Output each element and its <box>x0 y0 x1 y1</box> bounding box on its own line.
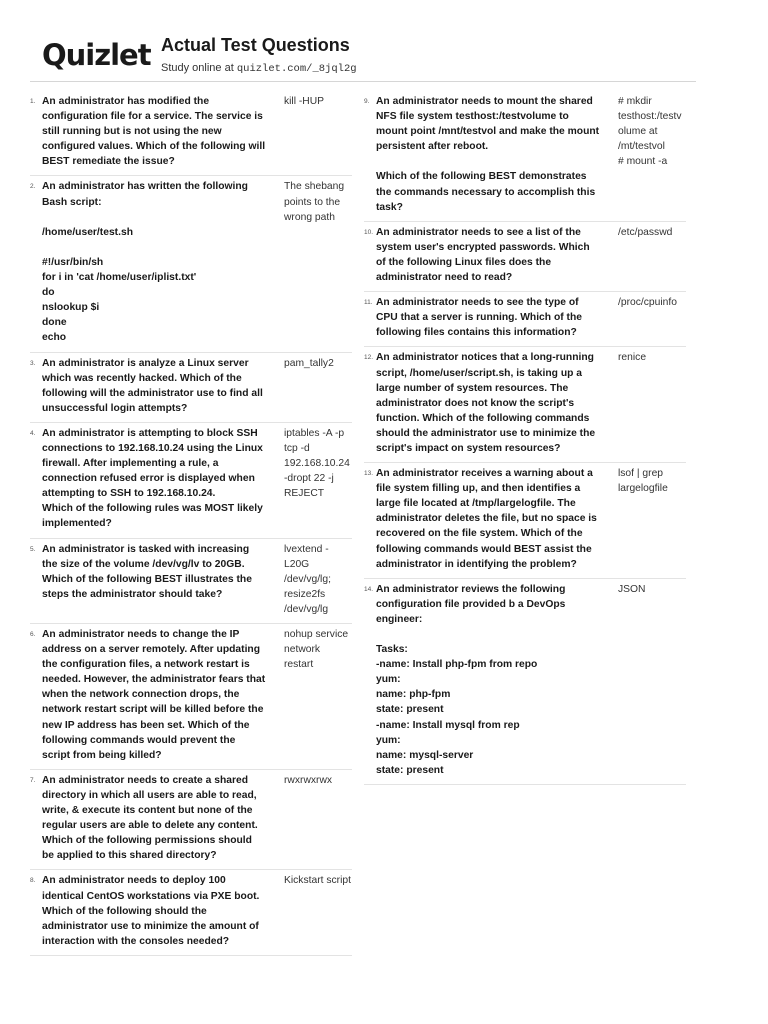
card-definition: iptables -A -p tcp -d 192.168.10.24 -dropt 22 -j REJECT <box>284 427 353 500</box>
card-term: An administrator needs to see the type of CPU that a server is running. Which of the following files contains this information? <box>376 297 585 339</box>
flashcard-row <box>30 91 352 176</box>
flashcard-row <box>30 353 352 423</box>
card-number: 8. <box>30 877 36 885</box>
header-divider <box>30 81 696 82</box>
card-definition: lsof | grep largelogfile <box>618 468 668 495</box>
quizlet-logo: Quizlet <box>42 38 151 72</box>
card-column-left <box>30 91 352 956</box>
card-term: An administrator needs to see a list of the system user's encrypted passwords. Which of the following Linux files does the administrator need to read? <box>376 226 593 284</box>
card-definition: rwxrwxrwx <box>284 774 333 786</box>
card-term: An administrator needs to deploy 100 identical CentOS workstations via PXE boot. Which of the following should the administrator use to minimize the amount of interaction with the consoles needed? <box>42 875 263 947</box>
card-number: 6. <box>30 631 36 638</box>
flashcard-row <box>364 91 686 222</box>
card-term: An administrator needs to change the IP address on a server remotely. After updating the configuration files, a network restart is needed. However, the administrator fears that when the network connection drops, the network restart script will be killed before the new IP address has been set. Which of the following commands would prevent the script from being killed? <box>42 629 269 761</box>
flashcard-row <box>364 222 686 292</box>
flashcard-row <box>30 176 352 352</box>
card-term: An administrator has modified the configuration file for a service. The service is still running but is not using the new configured values. Which of the following will BEST remediate the issue? <box>42 96 268 168</box>
card-number: 2. <box>30 183 36 191</box>
card-number: 14. <box>364 585 374 593</box>
flashcard-row <box>364 347 686 463</box>
card-term: An administrator is tasked with increasing the size of the volume /dev/vg/lv to 20GB. Which of the following BEST illustrates the steps the administrator should take? <box>42 543 255 600</box>
card-definition: Kickstart script <box>284 875 351 887</box>
card-number: 13. <box>364 470 374 478</box>
card-definition: renice <box>618 352 647 364</box>
card-number: 1. <box>30 98 36 105</box>
card-term: An administrator notices that a long-running script, /home/user/script.sh, is taking up a large number of system resources. The administrator does not know the script's function. Which of the following commands should the administrator use to minimize the script's impact on system resources? <box>376 352 598 454</box>
card-definition: # mkdir testhost:/testvolume at /mt/testvol # mount -a <box>618 96 682 168</box>
card-definition: lvextend -L20G /dev/vg/lg; resize2fs /dev/vg/lg <box>284 543 334 615</box>
card-number: 11. <box>364 299 373 307</box>
card-column-right <box>364 91 686 785</box>
card-number: 12. <box>364 354 374 362</box>
card-term: An administrator receives a warning about a file system filling up, and then identifies a large file located at /tmp/largelogfile. The administrator deletes the file, but no space is recovered on the file system. Which of the following commands would BEST assist the administrator in identifying the problem? <box>376 468 600 570</box>
flashcard-row <box>30 423 352 539</box>
card-number: 3. <box>30 359 36 367</box>
card-number: 4. <box>30 429 36 437</box>
card-term: An administrator has written the following Bash script: /home/user/test.sh #!/usr/bin/sh for i in 'cat /home/user/iplist.txt' do nslookup $i done echo <box>42 181 248 344</box>
subtitle-prefix: Study online at <box>161 62 234 74</box>
card-number: 10. <box>364 228 374 236</box>
card-number: 9. <box>364 98 370 105</box>
card-definition: /etc/passwd <box>618 226 673 238</box>
flashcard-row <box>364 463 686 579</box>
flashcard-row <box>30 870 352 955</box>
card-term: An administrator needs to mount the shared NFS file system testhost:/testvolume to mount point /mnt/testvol and make the mount persistent after reboot. Which of the following BEST demonstrates the commands necessary to accomplish this task? <box>376 96 600 213</box>
card-number: 7. <box>30 776 36 784</box>
flashcard-row <box>30 770 352 871</box>
page-subtitle <box>161 62 357 75</box>
card-definition: The shebang points to the wrong path <box>284 181 347 223</box>
card-term: An administrator is attempting to block SSH connections to 192.168.10.24 using the Linux firewall. After implementing a rule, a connection refused error is displayed when attempting to SSH to 192.168.10.24. Which of the following rules was MOST likely implemented? <box>42 427 263 530</box>
flashcard-row <box>364 579 686 785</box>
card-number: 5. <box>30 545 36 553</box>
flashcard-row <box>30 539 352 624</box>
card-term: An administrator reviews the following configuration file provided b a DevOps engineer: Tasks: -name: Install php-fpm from repo yum: name: php-fpm state: present -name: Install mysql from rep yum: name: mysql-server state: present <box>376 583 566 776</box>
card-definition: kill -HUP <box>284 96 325 107</box>
card-term: An administrator is analyze a Linux server which was recently hacked. Which of the following will the administrator use to find all unsuccessful login attempts? <box>42 357 266 414</box>
flashcard-row <box>30 624 352 770</box>
card-definition: /proc/cpuinfo <box>618 297 677 309</box>
study-url-link[interactable]: quizlet.com/_8jql2g <box>236 63 357 75</box>
card-definition: pam_tally2 <box>284 357 334 369</box>
card-definition: nohup service network restart <box>284 629 351 671</box>
flashcard-row <box>364 292 686 347</box>
card-term: An administrator needs to create a shared directory in which all users are able to read, write, & execute its content but none of the regular users are able to delete any content. Which of the following permissions should be applied to this shared directory? <box>42 774 261 862</box>
page-title: Actual Test Questions <box>161 35 350 55</box>
card-definition: JSON <box>618 583 646 595</box>
